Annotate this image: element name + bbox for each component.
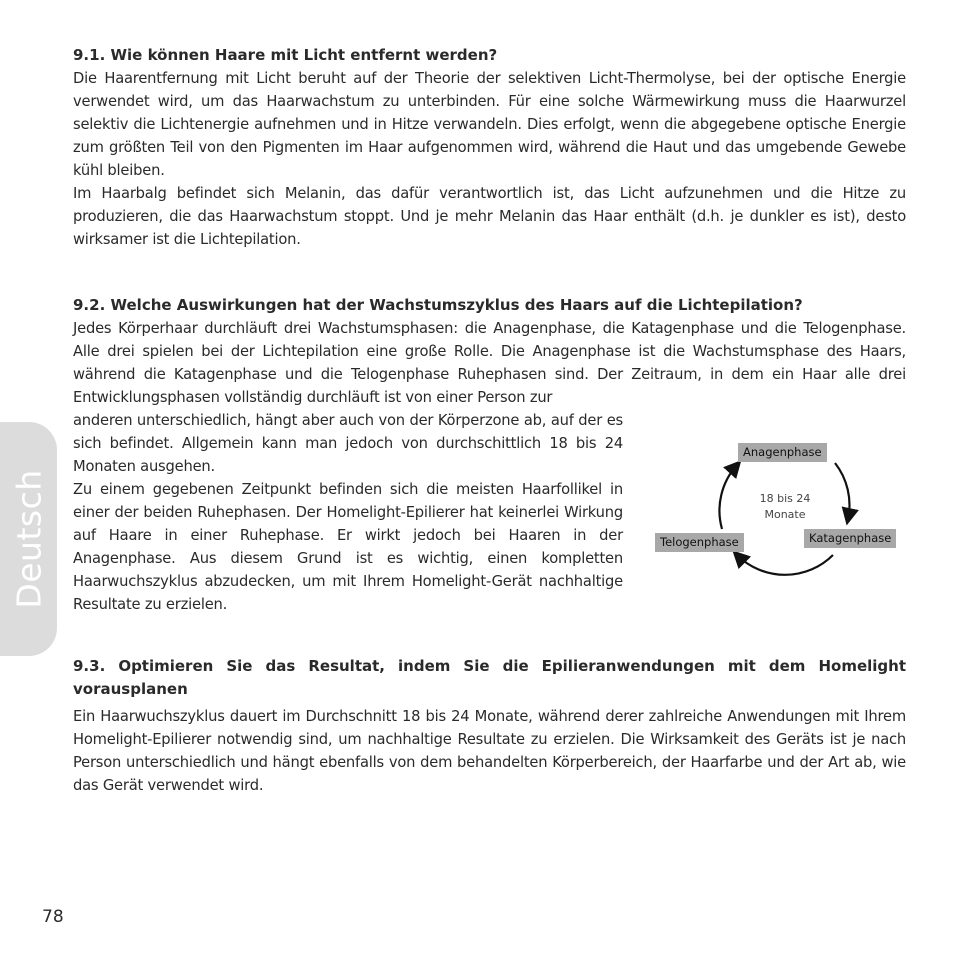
arrow-katagen-to-telogen <box>737 555 833 575</box>
arrow-anagen-to-katagen <box>835 463 849 519</box>
phase-label-anagen: Anagenphase <box>738 443 827 462</box>
section-9-3-heading: 9.3. Optimieren Sie das Resultat, indem Sie die Epilieranwendungen mit dem Homelight vorausplanen <box>73 657 906 698</box>
section-9-1-paragraph-2: Im Haarbalg befindet sich Melanin, das dafür verantwortlich ist, das Licht aufzunehmen und die Hitze zu produzieren, die das Haarwachstum stoppt. Und je mehr Melanin das Haar enthält (d.h. je dunkler es ist), desto wirksamer ist die Lichtepilation. <box>73 185 906 248</box>
language-tab-label: Deutsch <box>9 469 48 609</box>
page-number: 78 <box>42 907 64 927</box>
section-9-2-heading: 9.2. Welche Auswirkungen hat der Wachstumszyklus des Haars auf die Lichtepilation? <box>73 296 803 314</box>
section-9-2-paragraph-3: Zu einem gegebenen Zeitpunkt befinden sich die meisten Haarfollikel in einer der beiden Ruhephasen. Der Homelight-Epilierer hat keinerlei Wirkung auf Haare in einer Ruhephase. Er wirkt jedoch bei Haaren in der Anagenphase. Aus diesem Grund ist es wichtig, einen kompletten Haarwuchszyklus abzudecken, um mit Ihrem Homelight-Gerät nachhaltige Resultate zu erzielen. <box>73 481 623 613</box>
section-9-1-paragraph-1: Die Haarentfernung mit Licht beruht auf der Theorie der selektiven Licht-Thermolyse, bei der optische Energie verwendet wird, um das Haarwachstum zu unterbinden. Für eine solche Wärmewirkung muss die Haarwurzel selektiv die Lichtenergie aufnehmen und in Hitze verwandeln. Dies erfolgt, wenn die abgegebene optische Energie zum größten Teil von den Pigmenten im Haar aufgenommen wird, während die Haut und das umgebende Gewebe kühl bleiben. <box>73 70 906 179</box>
phase-label-katagen: Katagenphase <box>804 529 896 548</box>
phase-label-telogen: Telogenphase <box>655 533 744 552</box>
cycle-duration <box>735 491 835 523</box>
section-9-2-paragraph-2: anderen unterschiedlich, hängt aber auch von der Körperzone ab, auf der es sich befindet. Allgemein kann man jedoch von durchschittlich 18 bis 24 Monaten ausgehen. <box>73 412 623 475</box>
cycle-duration-line-1: 18 bis 24 <box>759 492 811 505</box>
cycle-duration-line-2: Monate <box>764 508 806 521</box>
section-9-3-paragraph-1: Ein Haarwuchszyklus dauert im Durchschnitt 18 bis 24 Monate, während derer zahlreiche Anwendungen mit Ihrem Homelight-Epilierer notwendig sind, um nachhaltige Resultate zu erzielen. Die Wirksamkeit des Geräts ist je nach Person unterschiedlich und hängt ebenfalls von dem behandelten Körperbereich, der Haarfarbe und der Art ab, wie das Gerät verwendet wird. <box>73 708 906 794</box>
section-9-2-paragraph-1: Jedes Körperhaar durchläuft drei Wachstumsphasen: die Anagenphase, die Katagenphase und die Telogenphase. Alle drei spielen bei der Lichtepilation eine große Rolle. Die Anagenphase ist die Wachstumsphase des Haars, während die Katagenphase und die Telogenphase Ruhephasen sind. Der Zeitraum, in dem ein Haar alle drei Entwicklungsphasen vollständig durchläuft ist von einer Person zur <box>73 320 906 406</box>
section-9-1-heading: 9.1. Wie können Haare mit Licht entfernt werden? <box>73 46 498 64</box>
language-side-tab <box>0 422 57 656</box>
hair-cycle-diagram <box>655 437 905 587</box>
